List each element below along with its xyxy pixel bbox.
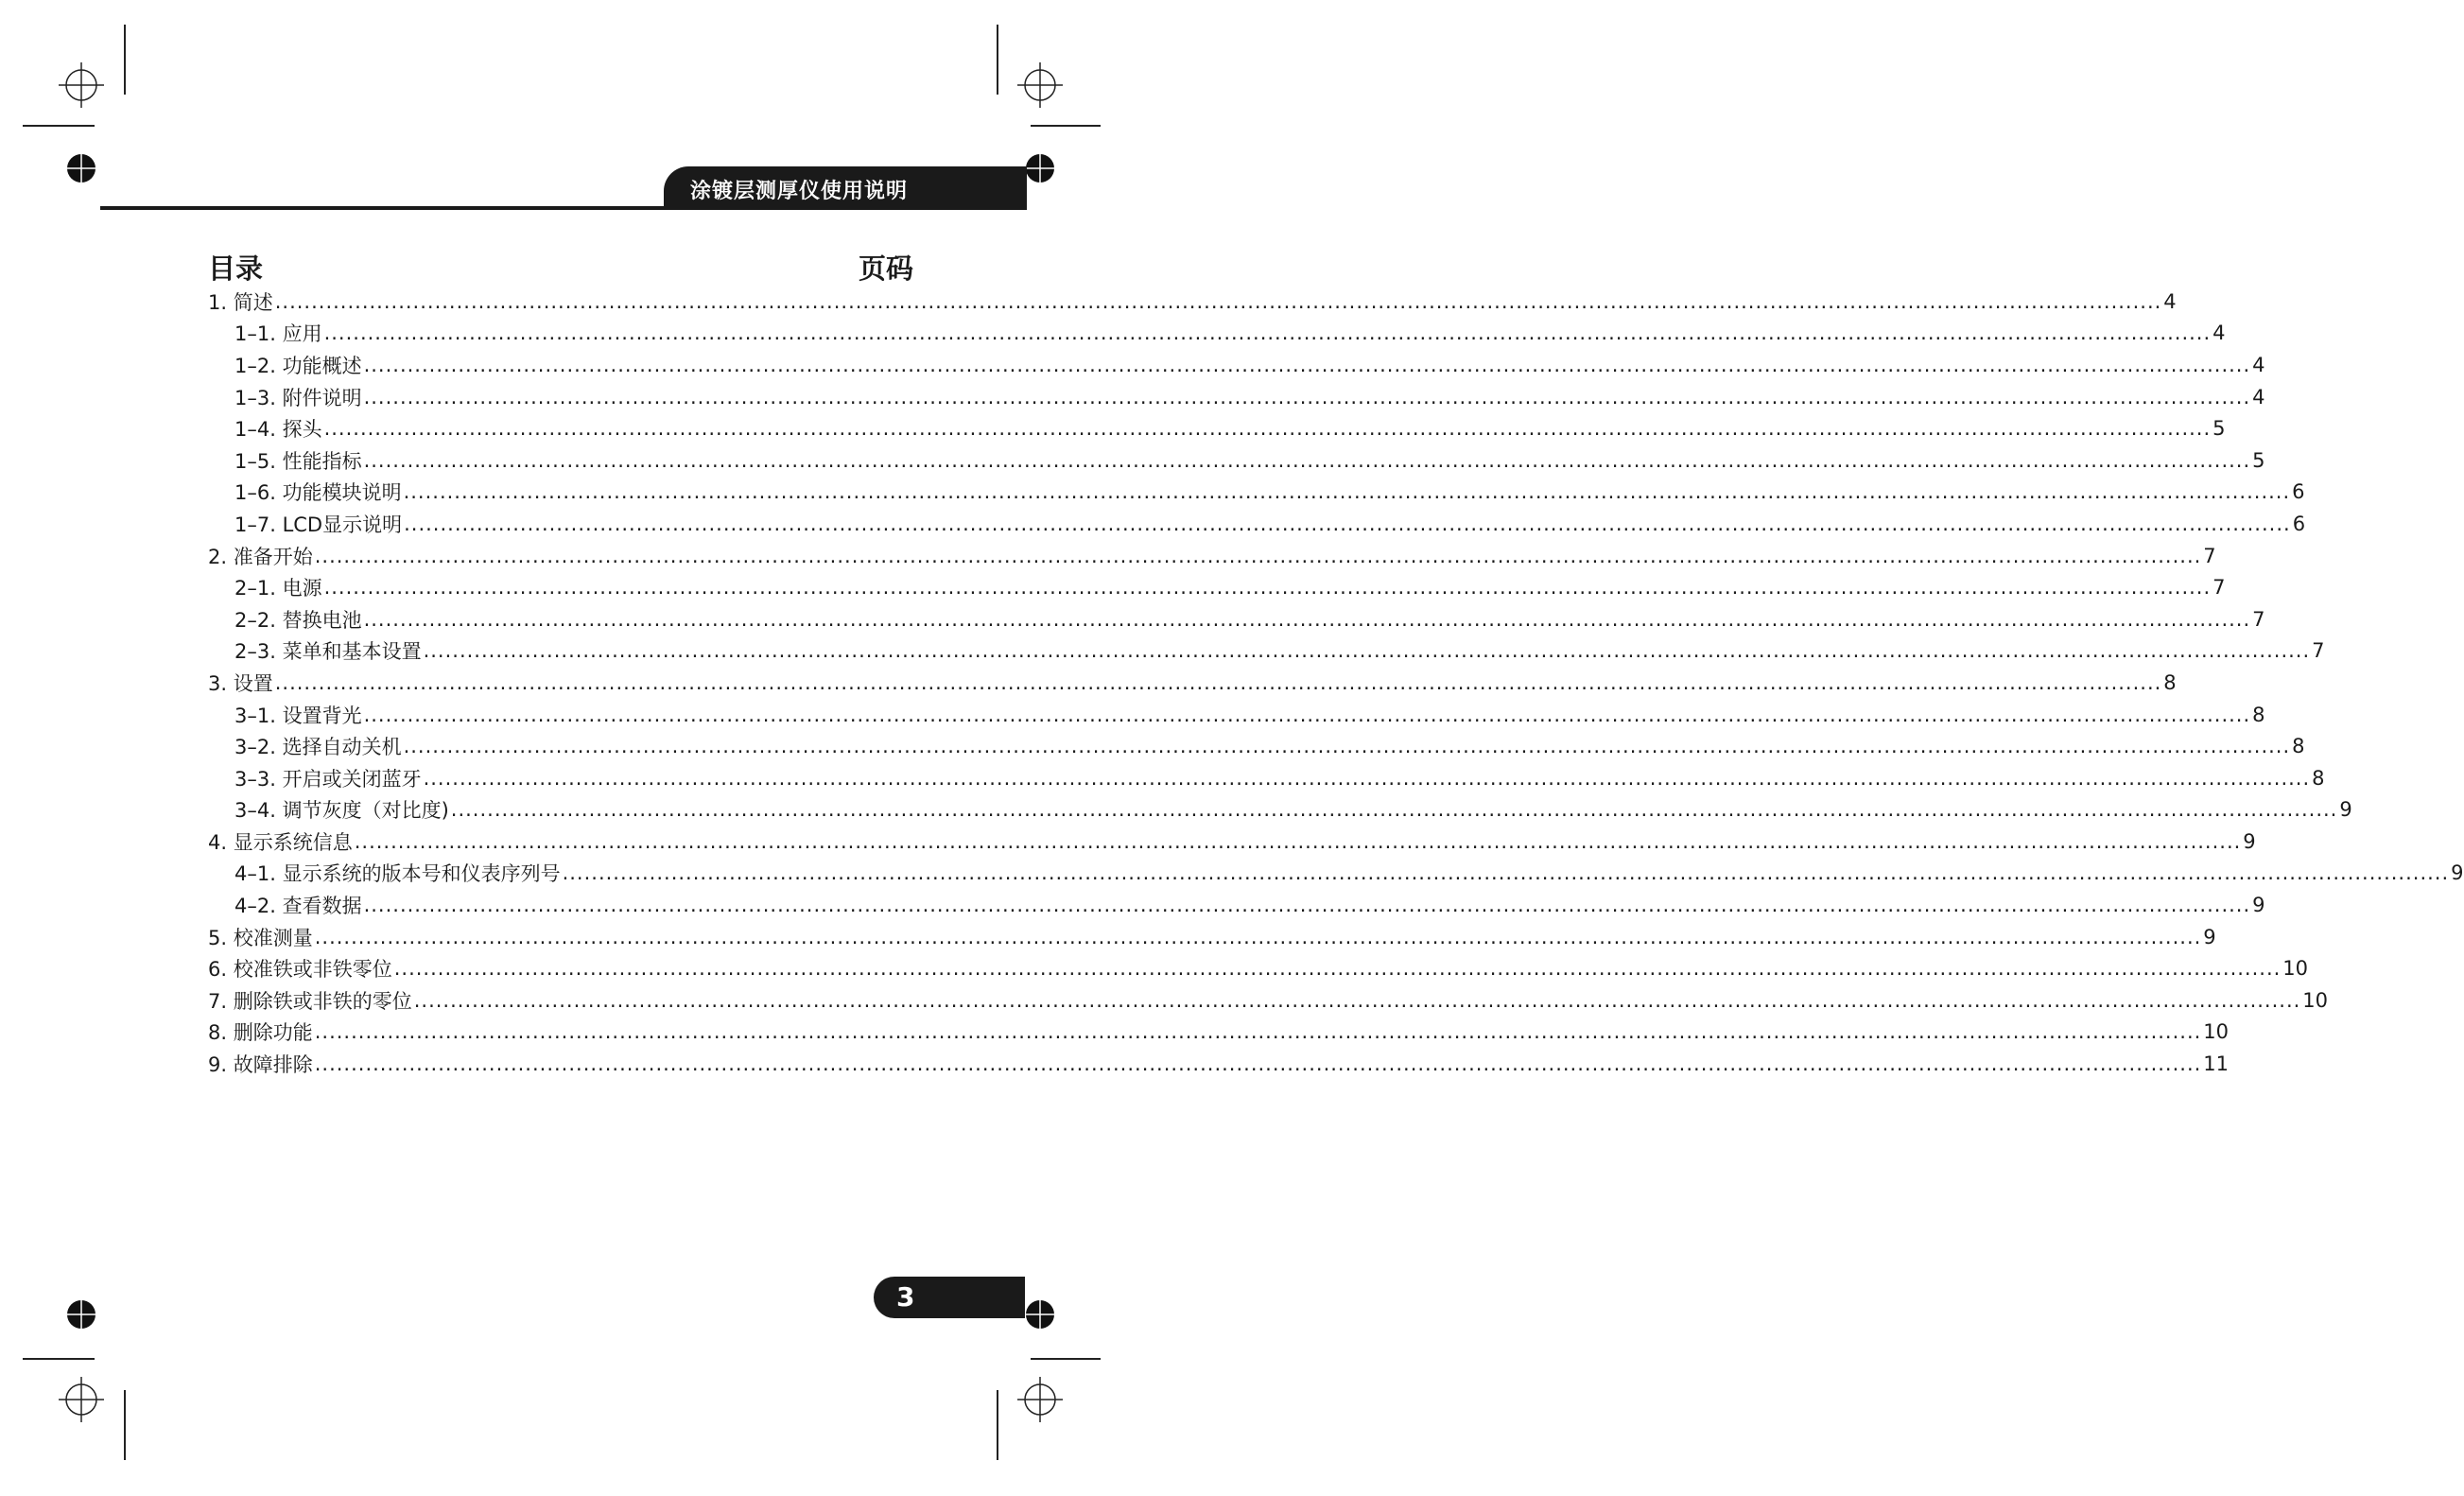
toc-entry-page: 9: [2243, 829, 2256, 853]
toc-entry: [208, 286, 2177, 318]
target-dot-icon: [1025, 1299, 1055, 1330]
toc-leader-dots: ....................................................................................................................................................................................................................................................................: [363, 448, 2251, 472]
toc-entry-page: 7: [2252, 607, 2265, 631]
toc-entry-label: 8. 删除功能: [208, 1021, 313, 1045]
toc-leader-dots: ....................................................................................................................................................................................................................................................................: [403, 480, 2291, 504]
toc-entry: [208, 921, 2216, 953]
crop-line: [1031, 1358, 1101, 1360]
toc-entry-page: 10: [2203, 1020, 2230, 1044]
toc-leader-dots: ....................................................................................................................................................................................................................................................................: [354, 829, 2242, 853]
toc-entry: [208, 1017, 2230, 1049]
toc-entry-label: 3–2. 选择自动关机: [234, 736, 402, 759]
toc-leader-dots: ....................................................................................................................................................................................................................................................................: [404, 512, 2291, 535]
registration-mark-icon: [59, 1377, 104, 1422]
toc-entry: [208, 858, 2464, 890]
toc-entry-page: 8: [2312, 766, 2325, 790]
toc-leader-dots: ....................................................................................................................................................................................................................................................................: [363, 607, 2251, 631]
toc-heading: 目录: [208, 252, 264, 285]
toc-entry-page: 7: [2203, 544, 2216, 567]
toc-entry-label: 7. 删除铁或非铁的零位: [208, 989, 412, 1013]
crop-line: [997, 25, 998, 95]
toc-entry-page: 10: [2302, 988, 2329, 1012]
toc-entry-page: 6: [2292, 480, 2305, 504]
registration-mark-icon: [1017, 1377, 1063, 1422]
toc-entry-label: 2–2. 替换电池: [234, 608, 362, 632]
toc-entry-label: 2–1. 电源: [234, 577, 322, 600]
toc-entry: [208, 794, 2352, 826]
toc-leader-dots: ....................................................................................................................................................................................................................................................................: [413, 988, 2301, 1012]
toc-entry: [208, 952, 2309, 984]
toc-entry-page: 9: [2252, 894, 2265, 917]
toc-leader-dots: ....................................................................................................................................................................................................................................................................: [323, 576, 2212, 600]
toc-entry-label: 3. 设置: [208, 671, 273, 695]
toc-entry-label: 4–1. 显示系统的版本号和仪表序列号: [234, 862, 561, 886]
toc-leader-dots: ....................................................................................................................................................................................................................................................................: [314, 544, 2202, 567]
toc-entry-label: 1. 简述: [208, 290, 273, 314]
toc-leader-dots: ....................................................................................................................................................................................................................................................................: [423, 766, 2311, 790]
toc-entry: [208, 762, 2325, 794]
toc-entry-label: 9. 故障排除: [208, 1053, 313, 1077]
toc-leader-dots: ....................................................................................................................................................................................................................................................................: [562, 861, 2450, 885]
page-column-heading: 页码: [859, 252, 914, 285]
toc-entry: [208, 349, 2265, 381]
toc-entry-label: 2. 准备开始: [208, 545, 313, 568]
toc-entry: [208, 444, 2265, 477]
toc-entry-page: 11: [2203, 1052, 2230, 1076]
toc-entry-label: 4. 显示系统信息: [208, 830, 353, 854]
toc-entry-label: 3–3. 开启或关闭蓝牙: [234, 767, 422, 791]
toc-entry-page: 8: [2252, 703, 2265, 726]
toc-entry: [208, 635, 2325, 668]
toc-entry: [208, 984, 2329, 1017]
crop-line: [1031, 125, 1101, 127]
toc-entry: [208, 381, 2265, 413]
toc-entry: [208, 826, 2256, 858]
toc-entry-page: 4: [2252, 353, 2265, 376]
toc-entry-page: 4: [2252, 385, 2265, 409]
toc-entry: [208, 412, 2226, 444]
toc-leader-dots: ....................................................................................................................................................................................................................................................................: [314, 1020, 2202, 1044]
toc-leader-dots: ....................................................................................................................................................................................................................................................................: [363, 385, 2251, 409]
toc-entry-page: 4: [2212, 322, 2226, 345]
toc-entry-page: 9: [2451, 861, 2464, 885]
toc-entry-page: 7: [2212, 576, 2226, 600]
toc-entry: [208, 667, 2177, 699]
toc-entry-page: 5: [2212, 417, 2226, 441]
toc-entry-page: 8: [2292, 735, 2305, 758]
toc-entry-label: 6. 校准铁或非铁零位: [208, 958, 392, 982]
toc-entry-page: 5: [2252, 448, 2265, 472]
document-title: 涂镀层测厚仪使用说明: [690, 180, 909, 203]
registration-mark-icon: [59, 62, 104, 108]
toc-entry-page: 6: [2292, 512, 2306, 535]
toc-entry: [208, 730, 2305, 762]
target-dot-icon: [66, 1299, 96, 1330]
toc-leader-dots: ....................................................................................................................................................................................................................................................................: [314, 1052, 2202, 1076]
toc-leader-dots: ....................................................................................................................................................................................................................................................................: [314, 925, 2202, 948]
toc-entry: [208, 318, 2226, 350]
toc-leader-dots: ....................................................................................................................................................................................................................................................................: [403, 735, 2291, 758]
toc-entry-page: 4: [2163, 289, 2177, 313]
toc-entry-page: 9: [2203, 925, 2216, 948]
crop-line: [124, 1390, 126, 1460]
toc-entry-page: 9: [2339, 798, 2352, 822]
target-dot-icon: [66, 153, 96, 183]
toc-entry: [208, 540, 2216, 572]
toc-leader-dots: ....................................................................................................................................................................................................................................................................: [393, 957, 2282, 981]
toc-leader-dots: ....................................................................................................................................................................................................................................................................: [450, 798, 2338, 822]
toc-entry-page: 7: [2312, 639, 2325, 663]
toc-entry-label: 1–1. 应用: [234, 322, 322, 346]
toc-entry-label: 1–4. 探头: [234, 418, 322, 442]
toc-leader-dots: ....................................................................................................................................................................................................................................................................: [423, 639, 2311, 663]
crop-line: [124, 25, 126, 95]
toc-entry-label: 1–7. LCD显示说明: [234, 513, 403, 536]
toc-entry-label: 1–6. 功能模块说明: [234, 481, 402, 505]
toc-leader-dots: ....................................................................................................................................................................................................................................................................: [274, 670, 2162, 694]
crop-line: [23, 125, 95, 127]
toc-leader-dots: ....................................................................................................................................................................................................................................................................: [323, 417, 2212, 441]
toc-entry-page: 8: [2163, 670, 2177, 694]
toc-entry-label: 4–2. 查看数据: [234, 895, 362, 918]
toc-entry-label: 1–5. 性能指标: [234, 449, 362, 473]
toc-entry-page: 10: [2282, 957, 2309, 981]
toc-entry: [208, 1048, 2230, 1080]
toc-leader-dots: ....................................................................................................................................................................................................................................................................: [323, 322, 2212, 345]
toc-entry-label: 2–3. 菜单和基本设置: [234, 640, 422, 664]
toc-entry: [208, 508, 2306, 540]
toc-entry: [208, 699, 2265, 731]
toc-entry: [208, 477, 2305, 509]
toc-leader-dots: ....................................................................................................................................................................................................................................................................: [274, 289, 2162, 313]
target-dot-icon: [1025, 153, 1055, 183]
crop-line: [23, 1358, 95, 1360]
registration-mark-icon: [1017, 62, 1063, 108]
toc-entry-label: 1–3. 附件说明: [234, 386, 362, 409]
page-number: 3: [896, 1281, 915, 1313]
table-of-contents: [208, 286, 2464, 1080]
crop-line: [997, 1390, 998, 1460]
toc-entry-label: 3–4. 调节灰度（对比度): [234, 799, 449, 823]
toc-entry: [208, 603, 2265, 635]
toc-leader-dots: ....................................................................................................................................................................................................................................................................: [363, 894, 2251, 917]
toc-entry: [208, 889, 2265, 921]
toc-entry-label: 1–2. 功能概述: [234, 354, 362, 377]
toc-leader-dots: ....................................................................................................................................................................................................................................................................: [363, 703, 2251, 726]
toc-entry: [208, 571, 2226, 603]
toc-leader-dots: ....................................................................................................................................................................................................................................................................: [363, 353, 2251, 376]
toc-entry-label: 3–1. 设置背光: [234, 704, 362, 727]
toc-entry-label: 5. 校准测量: [208, 926, 313, 949]
